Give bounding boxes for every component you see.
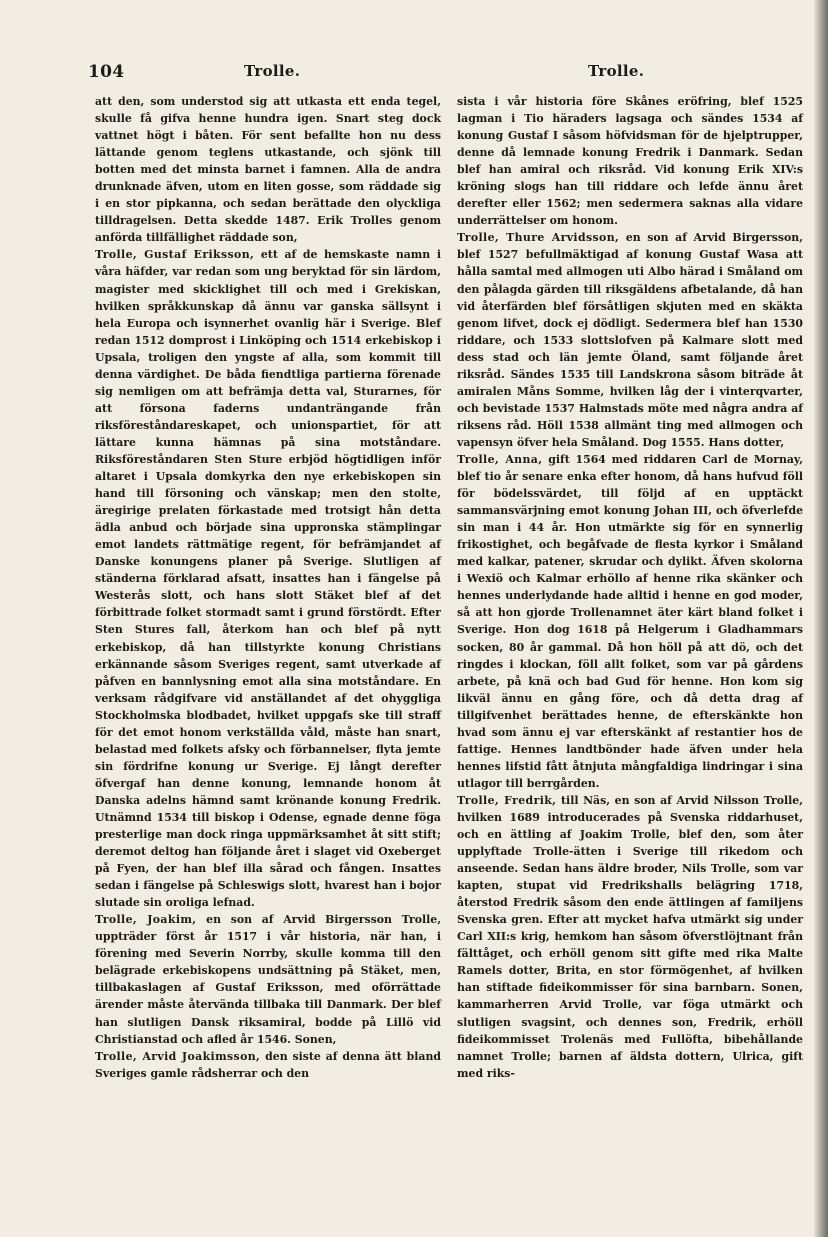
entry-text: en son af Arvid Birgersson Trolle, uppträder först år 1517 i vår historia, när han, i förening med Severin Norrby, skulle komma till den belägrade erkebiskopens undsättning på Stäket, men, tillbakaslagen af Gustaf Eriksson, med oförrättade ärender måste återvända tillbaka till Danmark. Der blef han slutligen Dansk riksamiral, bodde på Lillö vid Christianstad och afled år 1546. Sonen, bbox=[95, 913, 441, 1046]
entry-continuation bbox=[457, 93, 803, 229]
entry-gustaf-eriksson bbox=[95, 246, 441, 911]
entry-text: den siste af denna ätt bland Sveriges gamle rådsherrar och den bbox=[95, 1049, 442, 1080]
entry-anna bbox=[457, 451, 803, 792]
entry-headword: Trolle, Gustaf Eriksson, bbox=[95, 248, 255, 262]
entry-text: ett af de hemskaste namn i våra häfder, var redan som ung beryktad för sin lärdom, magister med skicklighet till och med i Grekiskan, hvilken språkkunskap då ännu var ganska sällsynt i hela Europa och isynnerhet ovanlig här i Sverige. Blef redan 1512 domprost i Linköping och 1514 erkebiskop i Upsala, troligen den yngste af alla, som kommit till denna värdighet. De båda fiendtliga partierna förenade sig nemligen om att befrämja detta val, Sturarnes, för att försona faderns undanträngande från riksföreståndareskapet, och unionspartiet, för att lättare kunna hämnas på sina motståndare. Riksföreståndaren Sten Sture erbjöd högtidligen inför altaret i Upsala domkyrka den nye erkebiskopen sin hand till försoning och vänskap; men den stolte, äregirige prelaten förkastade med trotsigt hån detta ädla anbud och började sina uppronska stämplingar emot landets rättmätige regent, för befrämjandet af Danske konungens planer på Sverige. Slutligen af ständerna förklarad afsatt, insattes han i fängelse på Westerås slott, och hans slott Stäket blef af det förbittrade folket stormadt samt i grund förstördt. Efter Sten Stures fall, återkom han och blef på nytt erkebiskop, då han tillstyrkte konung Christians erkännande såsom Sveriges regent, samt utverkade af påfven en bannlysning emot alla sina motståndare. En verksam rådgifvare vid anställandet af det ohyggliga Stockholmska blodbadet, hvilket uppgafs ske till straff för det emot honom verkställda våld, måste han snart, belastad med folkets afsky och förbannelser, flyta jemte sin fördrifne konung ur Sverige. Ej långt derefter öfvergaf han denne konung, lemnande honom åt Danska adelns hämnd samt krönande konung Fredrik. Utnämnd 1534 till biskop i Odense, egnade denne föga presterlige man dock ringa uppmärksamhet åt sitt stift; deremot deltog han följande året i slaget vid Oxeberget på Fyen, der han blef illa sårad och fången. Insattes sedan i fängelse på Schleswigs slott, hvarest han i bojor slutade sin oroliga lefnad. bbox=[95, 248, 441, 910]
right-column bbox=[457, 93, 803, 1082]
entry-thure-arvidsson bbox=[457, 229, 803, 451]
entry-text: att den, som understod sig att utkasta ett enda tegel, skulle få gifva henne hundra igen. Snart steg dock vattnet högt i båten. För sent befallte hon nu dess lättande genom teglens utkastande, och sjönk till botten med det minsta barnet i famnen. Alla de andra drunknade äfven, utom en liten gosse, som räddade sig i en stor pipkanna, och sedan berättade den olyckliga tilldragelsen. Detta skedde 1487. Erik Trolles genom anförda tillfällighet räddade son, bbox=[95, 95, 441, 245]
entry-text: sista i vår historia före Skånes eröfring, blef 1525 lagman i Tio häraders lagsaga och sändes 1534 af konung Gustaf I såsom höfvidsman för de hjelptrupper, denne då lemnade konung Fredrik i Danmark. Sedan blef han amiral och riksråd. Vid konung Erik XIV:s kröning slogs han till riddare och lefde ännu året derefter eller 1562; men sedermera saknas alla vidare underrättelser om honom. bbox=[457, 95, 803, 228]
left-column bbox=[95, 93, 441, 1082]
entry-headword: Trolle, Arvid Joakimsson, bbox=[95, 1049, 261, 1063]
entry-continuation bbox=[95, 93, 441, 246]
entry-headword: Trolle, Fredrik, bbox=[457, 793, 557, 807]
page-edge bbox=[814, 0, 828, 1237]
entry-headword: Trolle, Thure Arvidsson, bbox=[457, 231, 620, 245]
entry-headword: Trolle, Joakim, bbox=[95, 913, 197, 927]
entry-headword: Trolle, Anna, bbox=[457, 452, 543, 466]
page-number: 104 bbox=[88, 62, 125, 82]
running-head-right: Trolle. bbox=[588, 62, 645, 80]
entry-text: till Näs, en son af Arvid Nilsson Trolle, hvilken 1689 introducerades på Svenska riddarhuset, och en ättling af Joakim Trolle, blef den, som åter upplyftade Trolle-ätten i Sverige till rikedom och anseende. Sedan hans äldre broder, Nils Trolle, som var kapten, stupat vid Fredrikshalls belägring 1718, återstod Fredrik såsom den ende ättlingen af familjens Svenska gren. Efter att mycket hafva utmärkt sig under Carl XII:s krig, hemkom han såsom öfverstlöjtnant från fälttåget, och erhöll genom sitt gifte med rika Malte Ramels dotter, Brita, en stor förmögenhet, af hvilken han stiftade fideikommisser för sina barnbarn. Sonen, kammarherren Arvid Trolle, var föga utmärkt och slutligen svagsint, och dennes son, Fredrik, erhöll fideikommisset Trolenäs med Fullöfta, bibehållande namnet Trolle; barnen af äldsta dottern, Ulrica, gift med riks- bbox=[457, 793, 803, 1080]
entry-text: en son af Arvid Birgersson, blef 1527 befullmäktigad af konung Gustaf Wasa att hålla samtal med allmogen uti Albo härad i Småland om den pålagda gärden till riksgäldens afbetalande, då han vid återfärden blef försåtligen skjuten med en skäkta genom lifvet, dock ej dödligt. Sedermera blef han 1530 riddare, och 1533 slottslofven på Kalmare slott med dess stad och län jemte Öland, samt följande året riksråd. Sändes 1535 till Landskrona såsom biträde åt amiralen Måns Somme, hvilken låg der i vinterqvarter, och bevistade 1537 Halmstads möte med några andra af riksens råd. Höll 1538 allmänt ting med allmogen och vapensyn öfver hela Småland. Dog 1555. Hans dotter, bbox=[457, 231, 803, 449]
entry-text: gift 1564 med riddaren Carl de Mornay, blef tio år senare enka efter honom, då hans hufvud föll för bödelssvärdet, till följd af en upptäckt sammansvärjning emot konung Johan III, och öfverlefde sin man i 44 år. Hon utmärkte sig för en synnerlig frikostighet, och begåfvade de flesta kyrkor i Småland med kalkar, patener, skrudar och dylikt. Äfven skolorna i Wexiö och Kalmar erhöllo af henne rika skänker och hennes underlydande hade alltid i henne en god moder, så att hon gjorde Trollenamnet äter kärt bland folket i Sverige. Hon dog 1618 på Helgerum i Gladhammars socken, 80 år gammal. Då hon höll på att dö, och det ringdes i klockan, föll allt folket, som var på gårdens arbete, på knä och bad Gud för henne. Hon kom sig likväl ännu en gång före, och då detta drag af tillgifvenhet berättades henne, de efterskänkte hon hvad som ännu ej var efterskänkt af restantier hos de fattige. Hennes landtbönder hade äfven under hela hennes lifstid fått åtnjuta mångfaldiga lindringar i sina utlagor till berrgården. bbox=[457, 452, 804, 790]
entry-arvid-joakimsson bbox=[95, 1048, 441, 1082]
running-head-left: Trolle. bbox=[244, 62, 301, 80]
entry-joakim bbox=[95, 911, 441, 1047]
entry-fredrik bbox=[457, 792, 803, 1082]
